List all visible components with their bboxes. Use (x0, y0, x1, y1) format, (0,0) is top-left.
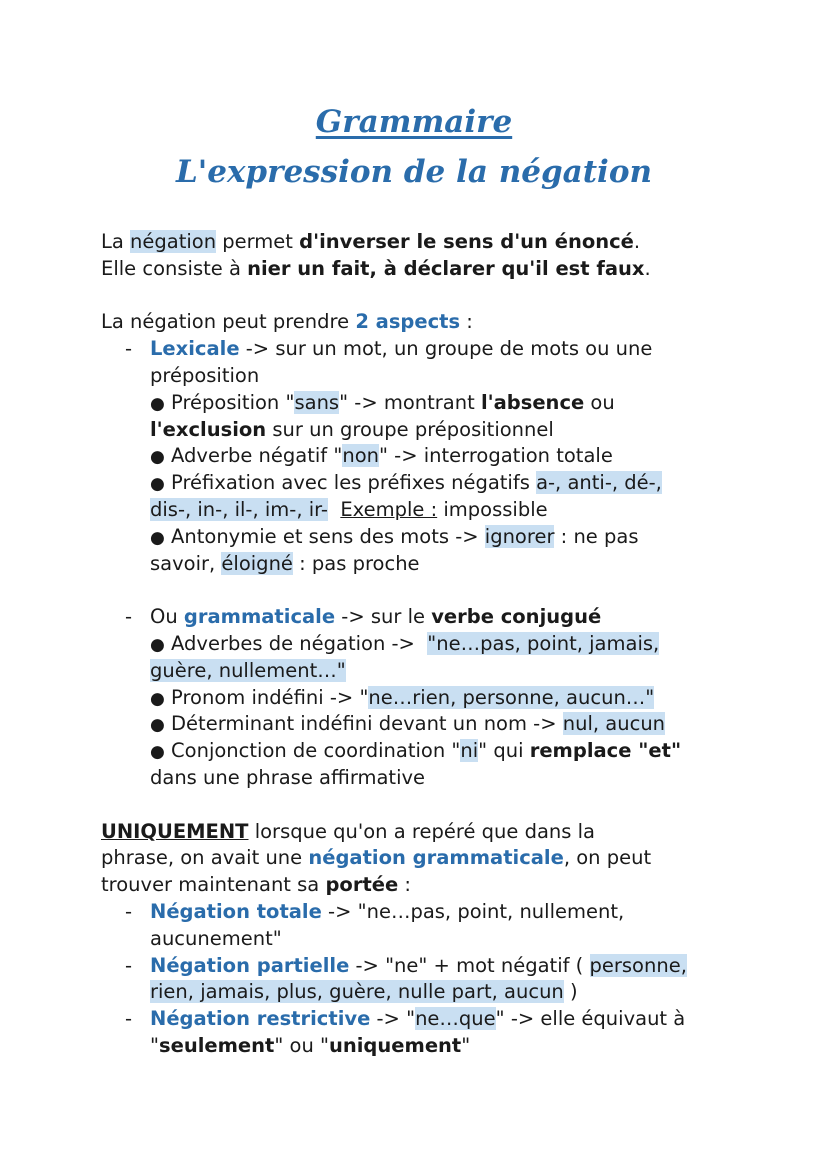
highlight-negation: négation (130, 230, 217, 253)
bullet-preposition: ● Préposition "sans" -> montrant l'absence ou (150, 390, 615, 414)
document-body: La négation permet d'inverser le sens d'un énoncé. Elle consiste à nier un fait, à déclarer qu'il est faux. La négation peut prendre 2 aspects : - Lexicale -> sur un mot, un groupe de mots ou une préposition ● Préposition "sans" -> montrant l'absence ou l'exclusion sur un groupe prépositionnel ● Adverbe négatif "non" -> interrogation totale ● Préfixation avec les préfixes négatifs a-, anti-, dé-, dis-, in-, il-, im-, ir- Exemple : impossible ● Antonymie et sens des mots -> ignorer : ne pas savoir, éloigné : pas proche - Ou grammaticale -> sur le verbe conjugué ● Adverbes de négation -> "ne…pas, point, jamais, guère, nullement…" ● Pronom indéfini -> "ne…rien, personne, aucun…" ● Déterminant indéfini devant un nom -> nul, aucun ● Conjonction de coordination "ni" qui remplace "et" dans une phrase affirmative UNIQUEMENT lorsque qu'on a repéré que dans la phrase, on avait une négation grammaticale, on peut trouver maintenant sa portée : - Négation totale -> "ne…pas, point, nullement, aucunement" - Négation partielle -> "ne" + mot négatif ( personne, rien, jamais, plus, guère, nulle part, aucun ) - Négation restrictive -> "ne…que" -> elle équivaut à "seulement" ou "uniquement" (101, 229, 801, 1060)
bullet-adverbes-negation: ● Adverbes de négation -> "ne…pas, point, jamais, (150, 631, 660, 655)
list-item-negation-totale: - Négation totale -> "ne…pas, point, nullement, (125, 899, 625, 923)
bullet-conjonction: ● Conjonction de coordination "ni" qui remplace "et" (150, 739, 682, 763)
list-item-grammaticale: - Ou grammaticale -> sur le verbe conjugué (125, 605, 602, 629)
list-item-negation-partielle: - Négation partielle -> "ne" + mot négatif ( personne, (125, 953, 687, 977)
portee-line-2: phrase, on avait une négation grammaticale, on peut (101, 846, 652, 870)
bullet-icon: ● (150, 715, 165, 736)
bullet-prefixation: ● Préfixation avec les préfixes négatifs a-, anti-, dé-, (150, 471, 662, 495)
bullet-icon: ● (150, 634, 165, 655)
bullet-icon: ● (150, 447, 165, 468)
aspects-intro: La négation peut prendre 2 aspects : (101, 310, 473, 334)
portee-line-3: trouver maintenant sa portée : (101, 873, 411, 897)
list-item-lexicale: - Lexicale -> sur un mot, un groupe de mots ou une (125, 337, 653, 361)
bullet-pronom: ● Pronom indéfini -> "ne…rien, personne, aucun…" (150, 685, 655, 709)
bullet-icon: ● (150, 688, 165, 709)
bullet-icon: ● (150, 393, 165, 414)
page-subtitle: L'expression de la négation (175, 154, 653, 190)
intro-line-1: La négation permet d'inverser le sens d'un énoncé. (101, 230, 641, 253)
bullet-icon: ● (150, 527, 165, 548)
bullet-adverbe: ● Adverbe négatif "non" -> interrogation totale (150, 444, 613, 468)
intro-line-2: Elle consiste à nier un fait, à déclarer qu'il est faux. (101, 256, 651, 280)
list-item-negation-restrictive: - Négation restrictive -> "ne…que" -> elle équivaut à (125, 1007, 686, 1031)
bullet-icon: ● (150, 742, 165, 763)
bullet-determinant: ● Déterminant indéfini devant un nom -> nul, aucun (150, 712, 666, 736)
portee-line-1: UNIQUEMENT lorsque qu'on a repéré que dans la (101, 819, 595, 843)
bullet-icon: ● (150, 474, 165, 495)
page-title: Grammaire (315, 104, 513, 140)
bullet-antonymie: ● Antonymie et sens des mots -> ignorer : ne pas (150, 524, 639, 548)
